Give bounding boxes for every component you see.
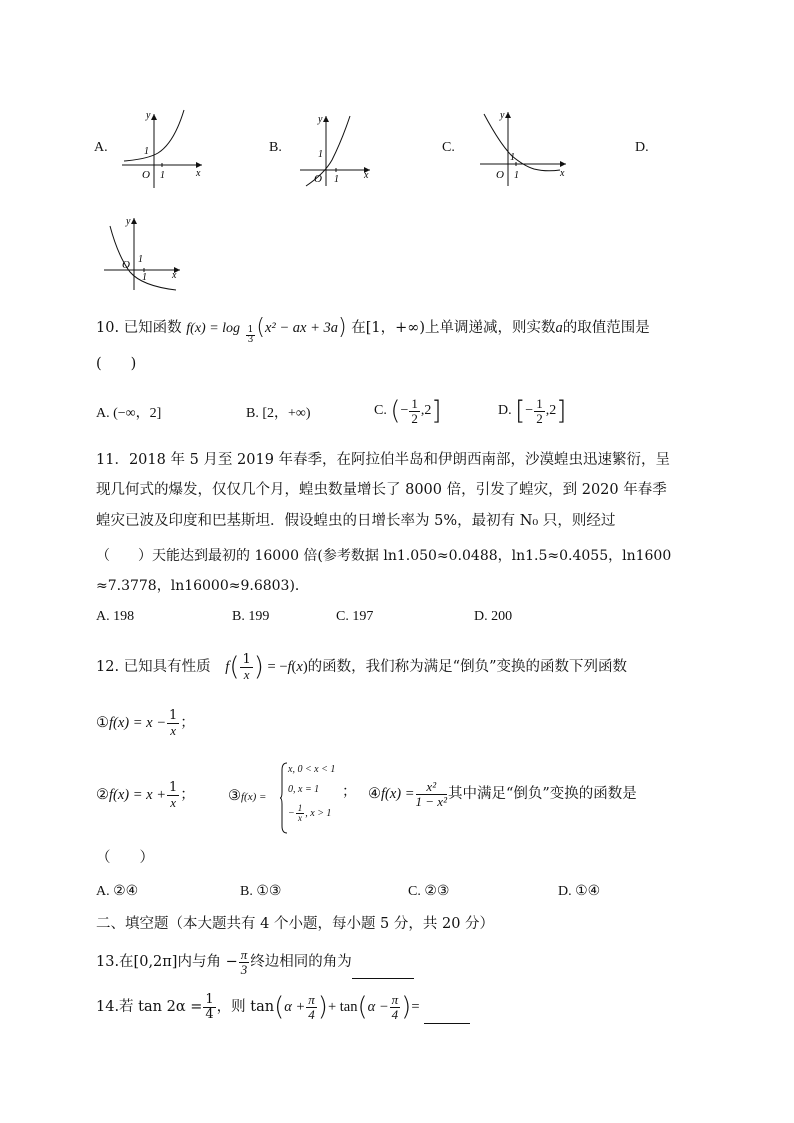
q13-answer-blank[interactable] [352, 956, 414, 979]
q12-paren: （ ） [96, 850, 154, 866]
q14-term-2: α − [367, 999, 389, 1015]
option-b-label: B. [269, 140, 282, 155]
q14-pi-1: π [308, 991, 315, 1007]
axis-x-label: x [364, 170, 369, 181]
q11-option-c: C. 197 [336, 609, 374, 624]
q12-function-3-head [228, 784, 266, 808]
q14-stem: 14.若 tan 2α = $\frac{1}{4}$ ，则 tan(α + $\frac{\pi}{4}$ )+ tan(α − $\frac{\pi}{4}$ )= [96, 990, 470, 1024]
q10-base-den: 3 [247, 335, 254, 345]
graph-a [118, 108, 208, 194]
option-d-label: D. [635, 140, 649, 155]
origin-label: O [142, 169, 150, 181]
q12-f4-num: x² [416, 780, 447, 795]
q14-frac-num: 1 [205, 991, 214, 1007]
q12-f3-sep: ； [342, 784, 357, 800]
tick-one-y: 1 [144, 146, 149, 157]
q12-function-2: ②f(x) = x + $\frac{1}{x}$ ； [96, 779, 195, 810]
q12-option-b: B. ①③ [240, 884, 282, 899]
tick-one-x: 1 [334, 174, 339, 185]
q10-log-arg: x² − ax + 3a [264, 320, 339, 336]
q13-frac-den: 3 [240, 961, 248, 977]
option-c-label: C. [442, 140, 455, 155]
tick-one-x: 1 [160, 170, 165, 181]
q12-f3-case-2: 0, x = 1 [288, 784, 320, 795]
q14-answer-blank[interactable] [424, 1001, 470, 1024]
origin-label: O [314, 173, 322, 185]
q14-prefix: 14.若 tan 2α = [96, 999, 203, 1015]
q11-line-1: 11．2018 年 5 月至 2019 年春季，在阿拉伯半岛和伊朗西南部，沙漠蝗虫迅速繁衍，呈 [96, 452, 671, 468]
q10-stem: 10. 已知函数 f(x) = log $\frac{1}{3}$ (x² − ax + 3a) 在[1，+∞)上单调递减，则实数a的取值范围是 [96, 315, 650, 345]
origin-label: O [122, 259, 130, 271]
q14-plus: + tan [327, 999, 358, 1015]
graph-d [100, 212, 186, 296]
q14-four-2: 4 [391, 1006, 399, 1022]
tick-one-y: 1 [138, 254, 143, 265]
q13-suffix: 终边相同的角为 [250, 954, 352, 970]
q13-stem [96, 945, 414, 979]
q12-f3-brace [280, 762, 288, 838]
q10-log-base [246, 326, 256, 345]
q12-f4-expr: f(x) = [381, 786, 415, 802]
q11-line-5: ≈7.3778，ln16000≈9.6803)． [96, 578, 309, 594]
q13-prefix: 13.在[0,2π]内与角 − [96, 954, 238, 970]
axis-y-label: y [500, 110, 505, 121]
q10-option-d-label: D. [498, 403, 512, 419]
q14-pi-2: π [391, 991, 399, 1007]
q12-f1-expr: f(x) = x − [109, 715, 167, 731]
q14-four-1: 4 [308, 1006, 315, 1022]
q10-d-end: 2 [549, 403, 557, 419]
q12-f4-label: ④ [368, 786, 381, 802]
q12-f2-label: ② [96, 787, 109, 803]
q12-option-c: C. ②③ [408, 884, 450, 899]
q10-option-c: C. (− $\frac{1}{2}$ ,2] [374, 395, 442, 426]
axis-x-label: x [196, 168, 201, 179]
tick-one-x: 1 [142, 272, 147, 283]
q12-f3-case-1: x, 0 < x < 1 [288, 764, 336, 775]
q10-var: a [555, 320, 563, 336]
q12-f1-label: ① [96, 715, 109, 731]
q12-tail: 其中满足“倒负”变换的函数是 [447, 786, 637, 802]
tick-one-y: 1 [510, 152, 515, 163]
q14-term-1: α + [284, 999, 306, 1015]
q12-f3-case-3: − $\frac{1}{x}$ , x > 1 [288, 803, 332, 823]
q12-suffix: 的函数，我们称为满足“倒负”变换的函数下列函数 [307, 659, 627, 675]
q10-d-num: 1 [536, 395, 543, 411]
section-2-title: 二、填空题（本大题共有 4 个小题，每小题 5 分，共 20 分） [96, 916, 495, 932]
q10-func: f(x) = log [186, 321, 241, 336]
q10-option-d: D. [− $\frac{1}{2}$ ,2] [498, 395, 567, 426]
q11-option-b: B. 199 [232, 609, 270, 624]
q10-option-b: B. [2，+∞) [246, 406, 311, 421]
q11-line-2: 现几何式的爆发，仅仅几个月，蝗虫数量增长了 8000 倍，引发了蝗灾，到 2020 年春季 [96, 482, 667, 498]
axis-x-label: x [560, 168, 565, 179]
q12-function-1: ①f(x) = x − $\frac{1}{x}$ ； [96, 707, 195, 738]
q12-stem: 12. 已知具有性质 f( $\frac{1}{x}$ ) = −f(x)的函数，我们称为满足“倒负”变换的函数下列函数 [96, 651, 627, 682]
q11-line-3: 蝗灾已波及印度和巴基斯坦．假设蝗虫的日增长率为 5%，最初有 N₀ 只，则经过 [96, 513, 616, 529]
q10-paren: ( ) [96, 356, 137, 372]
q14-eq: = [411, 999, 420, 1015]
q12-f3-case-3-cond: , x > 1 [305, 807, 332, 819]
q14-mid: ，则 tan [216, 999, 275, 1015]
q12-f3-label: ③ [228, 788, 241, 804]
origin-label: O [496, 169, 504, 181]
tick-one-y: 1 [318, 149, 323, 160]
q10-suffix2: 的取值范围是 [562, 320, 650, 336]
q10-prefix: 10. 已知函数 [96, 320, 182, 336]
q11-line-4: （ ）天能达到最初的 16000 倍(参考数据 ln1.050≈0.0488，ln1.5≈0.4055，ln1600 [96, 548, 672, 564]
q12-option-d: D. ①④ [558, 884, 601, 899]
graph-b [296, 112, 376, 192]
q12-prefix: 12. 已知具有性质 [96, 659, 211, 675]
q11-option-d: D. 200 [474, 609, 513, 624]
q12-f4-den: 1 − x² [415, 793, 447, 809]
q14-frac-den: 4 [205, 1006, 214, 1022]
option-a-label: A. [94, 140, 108, 155]
q10-c-num: 1 [411, 395, 418, 411]
axis-x-label: x [172, 270, 177, 281]
q12-option-a: A. ②④ [96, 884, 139, 899]
q10-base-num: 1 [247, 325, 254, 335]
q13-frac-num: π [240, 946, 248, 962]
q10-d-den: 2 [536, 410, 543, 426]
axis-y-label: y [126, 216, 131, 227]
q10-c-den: 2 [411, 410, 418, 426]
axis-y-label: y [146, 110, 151, 121]
q10-suffix: 在[1，+∞)上单调递减，则实数 [351, 320, 556, 336]
tick-one-x: 1 [514, 170, 519, 181]
axis-y-label: y [318, 114, 323, 125]
q11-option-a: A. 198 [96, 609, 135, 624]
q12-f3-expr: f(x) = [241, 791, 267, 803]
q10-c-end: 2 [424, 403, 432, 419]
q12-f2-expr: f(x) = x + [109, 787, 167, 803]
q10-option-c-label: C. [374, 403, 387, 419]
q12-function-4 [368, 776, 637, 812]
graph-c [476, 106, 572, 192]
q10-option-a: A. (−∞，2] [96, 406, 162, 421]
